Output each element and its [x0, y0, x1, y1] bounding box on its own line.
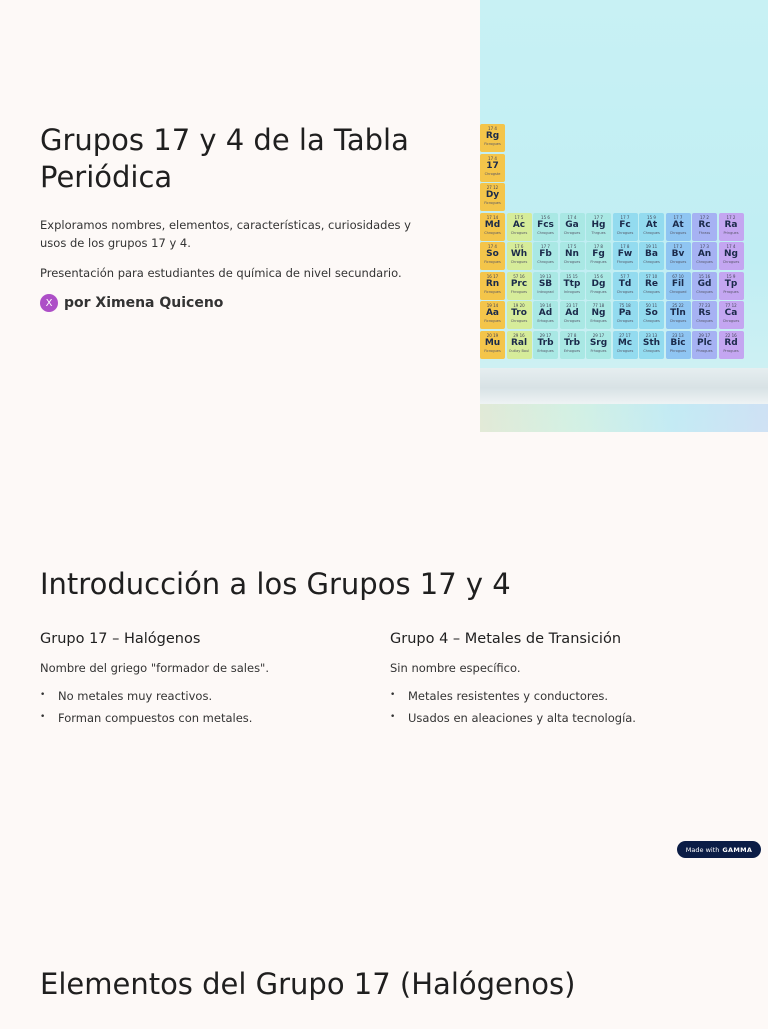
element-name: Chrogues: [563, 260, 581, 264]
group17-description: Nombre del griego "formador de sales".: [40, 661, 270, 675]
group4-column: [390, 629, 740, 731]
element-symbol: Plc: [696, 337, 713, 348]
intro-card: [40, 566, 740, 731]
element-name: Ficrogues: [484, 142, 501, 146]
element-name: Prrogues: [723, 348, 739, 353]
element-number: 29 16: [513, 332, 525, 338]
element-symbol: Ra: [724, 219, 738, 230]
element-tile: [533, 213, 558, 241]
element-name: Chrogues: [669, 260, 687, 264]
element-number: 17 4: [488, 244, 497, 249]
element-name: Chrogues: [563, 230, 581, 235]
element-number: 57 7: [620, 273, 630, 279]
element-name: Chrogues: [616, 230, 634, 235]
element-tile: [480, 183, 505, 211]
element-number: 25 22: [672, 303, 684, 308]
element-number: 15 6: [594, 273, 603, 279]
element-tile: [480, 242, 505, 270]
element-symbol: Bv: [671, 249, 685, 259]
element-symbol: Ng: [591, 308, 606, 318]
element-tile: [586, 272, 611, 300]
element-tile: [533, 301, 558, 329]
element-number: 15 16: [698, 273, 711, 279]
element-name: Chrogues: [643, 348, 660, 353]
element-name: Erhogues: [537, 348, 554, 353]
element-tile: [560, 242, 585, 270]
element-tile: [560, 301, 585, 329]
element-symbol: So: [645, 308, 658, 318]
list-item: • Metales resistentes y conductores.: [390, 687, 740, 705]
element-name: Chrogues: [537, 230, 554, 235]
element-symbol: Dy: [485, 190, 500, 200]
gamma-logo: GAMMA: [722, 845, 753, 854]
element-tile: [613, 331, 638, 359]
group4-title: Grupo 4 – Metales de Transición: [390, 631, 622, 647]
element-symbol: Trb: [537, 337, 554, 348]
element-number: 29 17: [592, 332, 605, 338]
element-symbol: Fcs: [537, 219, 554, 230]
element-name: Chrogues: [696, 289, 713, 294]
element-name: Pringues: [723, 230, 739, 235]
element-name: Frhogues: [590, 348, 607, 353]
element-number: 17 8: [620, 244, 630, 249]
element-tile: [480, 213, 505, 241]
element-number: 77 18: [592, 303, 605, 308]
avatar: X: [40, 294, 58, 312]
element-symbol: Rs: [698, 308, 711, 318]
element-name: Prrogues: [723, 289, 739, 294]
element-tile: [613, 301, 638, 329]
element-tile: [639, 272, 664, 300]
element-symbol: Prc: [510, 278, 528, 289]
element-symbol: So: [486, 249, 499, 259]
element-number: 20 19: [486, 332, 499, 338]
element-tile: [666, 301, 691, 329]
author-row: [40, 294, 440, 312]
element-tile: [507, 301, 532, 329]
element-tile: [639, 242, 664, 270]
element-symbol: SB: [538, 278, 553, 289]
element-name: Ficrogues: [484, 289, 501, 294]
element-name: Chrogues: [616, 289, 634, 294]
element-symbol: Nn: [565, 249, 579, 259]
group17-elements-heading: Elementos del Grupo 17 (Halógenos): [40, 967, 576, 1001]
element-symbol: Re: [644, 278, 659, 289]
element-symbol: Fb: [539, 249, 552, 259]
element-tile: [692, 242, 717, 270]
element-symbol: Ral: [510, 337, 528, 348]
element-tile: [480, 301, 505, 329]
element-number: 17 4: [488, 126, 497, 131]
element-name: Ficrogues: [484, 260, 501, 264]
element-number: 17 14: [486, 214, 499, 220]
element-name: Chrogues: [563, 319, 581, 323]
element-number: 50 11: [645, 303, 658, 308]
element-tile: [719, 242, 744, 270]
element-name: Chrogues: [696, 260, 713, 264]
element-number: 17 5: [514, 214, 524, 220]
element-tile: [692, 213, 717, 241]
element-name: Chrogues: [722, 319, 740, 323]
element-number: 27 17: [619, 332, 631, 338]
element-name: Inlrogues: [563, 289, 581, 294]
element-name: Fhrogues: [616, 260, 634, 264]
element-number: 22 16: [725, 332, 737, 338]
element-symbol: Fw: [617, 249, 633, 259]
element-symbol: Td: [618, 278, 632, 289]
element-name: Chrogues: [616, 319, 634, 323]
element-symbol: Mu: [484, 337, 501, 348]
element-name: Phrogues: [696, 348, 713, 353]
list-item: • No metales muy reactivos.: [40, 687, 390, 705]
element-number: 27 8: [567, 332, 577, 338]
element-tile: [613, 272, 638, 300]
element-symbol: Ad: [538, 308, 553, 318]
element-symbol: Tro: [511, 308, 527, 318]
element-number: 57 10: [645, 273, 658, 279]
element-tile: [692, 272, 717, 300]
element-name: Erhogues: [537, 319, 554, 323]
element-tile: [507, 242, 532, 270]
element-number: 77 23: [698, 303, 711, 308]
element-symbol: Ga: [565, 219, 579, 230]
table-reflection: [480, 404, 768, 432]
element-symbol: Bic: [670, 337, 686, 348]
element-tile: [507, 331, 532, 359]
element-symbol: Gd: [697, 278, 712, 289]
element-tile: [586, 242, 611, 270]
group17-elements-card: [40, 966, 760, 1029]
element-name: Ficrogues: [484, 348, 501, 353]
element-name: Chrogues: [510, 260, 528, 264]
element-tile: [719, 301, 744, 329]
element-name: Chrogues: [643, 289, 660, 294]
element-number: 17 7: [673, 214, 683, 220]
intro-heading: Introducción a los Grupos 17 y 4: [40, 567, 511, 601]
author-name: por Ximena Quiceno: [64, 295, 224, 311]
element-tile: [692, 331, 717, 359]
element-symbol: Hg: [591, 219, 606, 230]
element-name: Intrograd: [537, 289, 554, 294]
element-symbol: Rc: [698, 219, 711, 230]
element-number: 23 13: [672, 332, 684, 338]
element-number: 17 2: [673, 244, 683, 249]
element-number: 15 9: [726, 273, 736, 279]
element-name: Chrogste: [484, 171, 501, 176]
element-tile: [507, 272, 532, 300]
element-symbol: Tln: [670, 308, 686, 318]
element-number: 19 11: [645, 244, 658, 249]
badge-prefix: Made with: [685, 845, 720, 854]
element-number: 17 4: [726, 244, 736, 249]
element-tile: [586, 213, 611, 241]
element-name: Fhrass: [698, 230, 711, 235]
element-tile: [692, 301, 717, 329]
element-number: 17 7: [620, 214, 630, 220]
element-tile: [480, 124, 505, 152]
element-tile: [533, 272, 558, 300]
element-number: 15 9: [647, 214, 656, 220]
element-name: Ficrogues: [484, 319, 501, 323]
element-name: Outlay Boul: [508, 348, 530, 353]
element-tile: [666, 242, 691, 270]
element-name: Chrogued: [669, 289, 687, 294]
element-symbol: Rd: [724, 337, 738, 348]
element-symbol: At: [645, 219, 658, 230]
element-symbol: Rn: [485, 278, 500, 289]
element-tile: [639, 301, 664, 329]
element-name: Ficrogues: [484, 201, 501, 205]
element-number: 15 6: [541, 214, 550, 220]
element-tile: [719, 213, 744, 241]
element-symbol: Ca: [724, 308, 738, 318]
element-number: 17 4: [488, 155, 497, 161]
element-tile: [480, 154, 505, 182]
element-symbol: At: [672, 219, 684, 230]
element-symbol: Pa: [618, 308, 632, 318]
element-symbol: Ng: [724, 249, 738, 259]
element-name: Chrogues: [643, 319, 660, 323]
group4-description: Sin nombre específico.: [390, 661, 521, 675]
shelf: [480, 368, 768, 404]
element-tile: [666, 331, 691, 359]
element-number: 67 10: [672, 273, 684, 279]
element-number: 29 17: [539, 332, 552, 338]
element-symbol: Tp: [724, 278, 738, 289]
element-symbol: Rg: [485, 131, 500, 141]
element-tile: [586, 301, 611, 329]
element-tile: [613, 213, 638, 241]
group4-bullets: [390, 687, 740, 727]
element-number: 17 7: [541, 244, 550, 249]
element-symbol: 17: [486, 160, 499, 171]
element-name: Chrogues: [669, 319, 687, 323]
group17-column: [40, 629, 390, 731]
element-tile: [639, 331, 664, 359]
element-name: Chrogues: [510, 319, 528, 323]
element-tile: [560, 272, 585, 300]
element-tile: [719, 272, 744, 300]
element-number: 17 7: [594, 214, 603, 220]
element-number: 27 12: [486, 185, 499, 190]
element-number: 17 6: [514, 244, 524, 249]
element-tile: [666, 272, 691, 300]
element-symbol: Fc: [619, 219, 631, 230]
element-tile: [533, 331, 558, 359]
element-name: Chrogues: [643, 230, 660, 235]
hero-description: Exploramos nombres, elementos, características, curiosidades y usos de los grupos 17 y 4.: [40, 218, 411, 250]
element-name: Fhrogues: [590, 289, 607, 294]
element-name: Thrgues: [591, 230, 606, 235]
group17-title: Grupo 17 – Halógenos: [40, 631, 201, 647]
element-name: Erhogues: [590, 319, 607, 323]
element-symbol: Fil: [671, 278, 685, 289]
element-tile: [586, 331, 611, 359]
element-symbol: An: [697, 249, 712, 259]
element-number: 19 14: [486, 303, 499, 308]
intro-columns: [40, 629, 740, 731]
element-number: 17 2: [726, 214, 736, 220]
element-symbol: Wh: [510, 249, 528, 259]
element-symbol: Ba: [645, 249, 658, 259]
element-number: 17 5: [567, 244, 577, 249]
element-symbol: Mc: [617, 337, 633, 348]
element-name: Chrogues: [643, 260, 660, 264]
element-number: 75 18: [619, 303, 631, 308]
element-name: Fhrogues: [590, 260, 607, 264]
element-name: Erhogues: [563, 348, 581, 353]
element-number: 15 15: [566, 273, 578, 279]
element-name: Chrogues: [484, 230, 501, 235]
element-tile: [507, 213, 532, 241]
element-number: 57 16: [513, 273, 525, 279]
element-number: 19 20: [513, 303, 525, 308]
element-name: Chrogues: [669, 230, 687, 235]
element-name: Fhrogues: [510, 289, 528, 294]
element-number: 29 17: [698, 332, 711, 338]
element-number: 77 12: [725, 303, 737, 308]
page-title: Grupos 17 y 4 de la Tabla Periódica: [40, 123, 409, 194]
hero-card: [0, 0, 768, 432]
made-with-gamma-badge[interactable]: [677, 841, 761, 858]
element-symbol: Trb: [563, 337, 581, 348]
element-number: 16 17: [486, 273, 499, 279]
element-symbol: Sth: [642, 337, 661, 348]
element-number: 17 8: [594, 244, 603, 249]
element-tile: [560, 331, 585, 359]
element-tile: [613, 242, 638, 270]
group17-bullets: [40, 687, 390, 727]
element-name: Chrogues: [616, 348, 634, 353]
element-symbol: Dg: [591, 278, 606, 289]
element-name: Phrogues: [669, 348, 687, 353]
element-number: 17 4: [567, 214, 577, 220]
element-tile: [533, 242, 558, 270]
element-name: Chrogues: [696, 319, 713, 323]
element-number: 19 13: [539, 273, 552, 279]
element-tile: [480, 272, 505, 300]
element-number: 17 3: [700, 244, 709, 249]
element-symbol: Aa: [485, 308, 500, 318]
element-name: Chrogues: [722, 260, 740, 264]
element-number: 23 13: [645, 332, 658, 338]
element-number: 17 2: [700, 214, 709, 220]
hero-audience: Presentación para estudiantes de química de nivel secundario.: [40, 266, 402, 280]
element-symbol: Srg: [589, 337, 608, 348]
periodic-table-image: [480, 0, 768, 432]
list-item: • Forman compuestos con metales.: [40, 709, 390, 727]
element-symbol: Ac: [512, 219, 526, 230]
element-tile: [560, 213, 585, 241]
element-tile: [719, 331, 744, 359]
element-tile: [480, 331, 505, 359]
element-number: 23 17: [566, 303, 578, 308]
element-tile: [666, 213, 691, 241]
element-number: 19 14: [539, 303, 552, 308]
element-tile: [639, 213, 664, 241]
hero-text: [40, 122, 440, 312]
element-symbol: Md: [484, 219, 501, 230]
element-name: Chrogues: [510, 230, 528, 235]
element-symbol: Fg: [592, 249, 605, 259]
element-symbol: Ttp: [563, 278, 581, 289]
element-name: Chrogues: [537, 260, 554, 264]
list-item: • Usados en aleaciones y alta tecnología.: [390, 709, 740, 727]
element-symbol: Ad: [565, 308, 579, 318]
